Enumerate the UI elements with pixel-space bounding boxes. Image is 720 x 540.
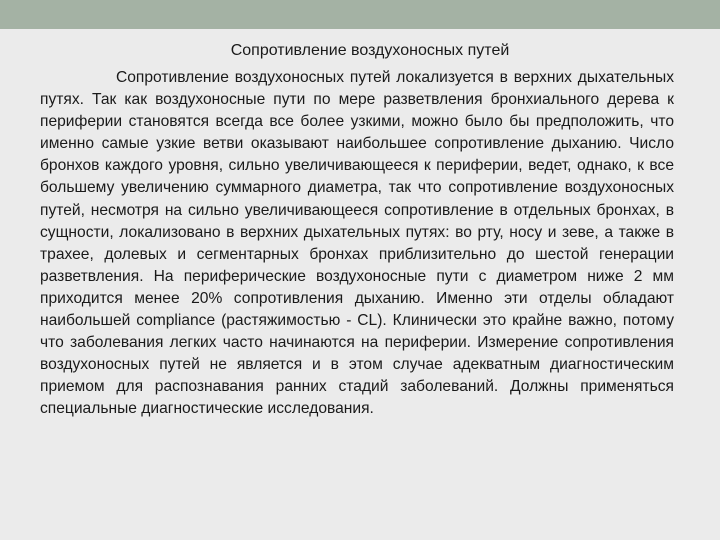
slide-header-bar [0, 0, 720, 29]
slide-body-text: Сопротивление воздухоносных путей локализуется в верхних дыхательных путях. Так как воздухоносные пути по мере разветвления бронхиального дерева к периферии становятся всегда все более узкими, можно было бы предположить, что именно самые узкие ветви оказывают наибольшее сопротивление дыханию. Число бронхов каждого уровня, сильно увеличивающееся к периферии, ведет, однако, к все большему увеличению суммарного диаметра, так что сопротивление воздухоносных путей, несмотря на сильно увеличивающееся сопротивление в отдельных бронхах, в сущности, локализовано в верхних дыхательных путях: во рту, носу и зеве, а также в трахее, долевых и сегментарных бронхах приблизительно до шестой генерации разветвления. На периферические воздухоносные пути с диаметром ниже 2 мм приходится менее 20% сопротивления дыханию. Именно эти отделы обладают наибольшей compliance (растяжимостью - CL). Клинически это крайне важно, потому что заболевания легких часто начинаются на периферии. Измерение сопротивления воздухоносных путей не является и в этом случае адекватным диагностическим приемом для распознавания ранних стадий заболеваний. Должны применяться специальные диагностические исследования. [40, 69, 674, 418]
slide-title: Сопротивление воздухоносных путей [230, 42, 510, 59]
slide-body-paragraph [40, 67, 674, 421]
